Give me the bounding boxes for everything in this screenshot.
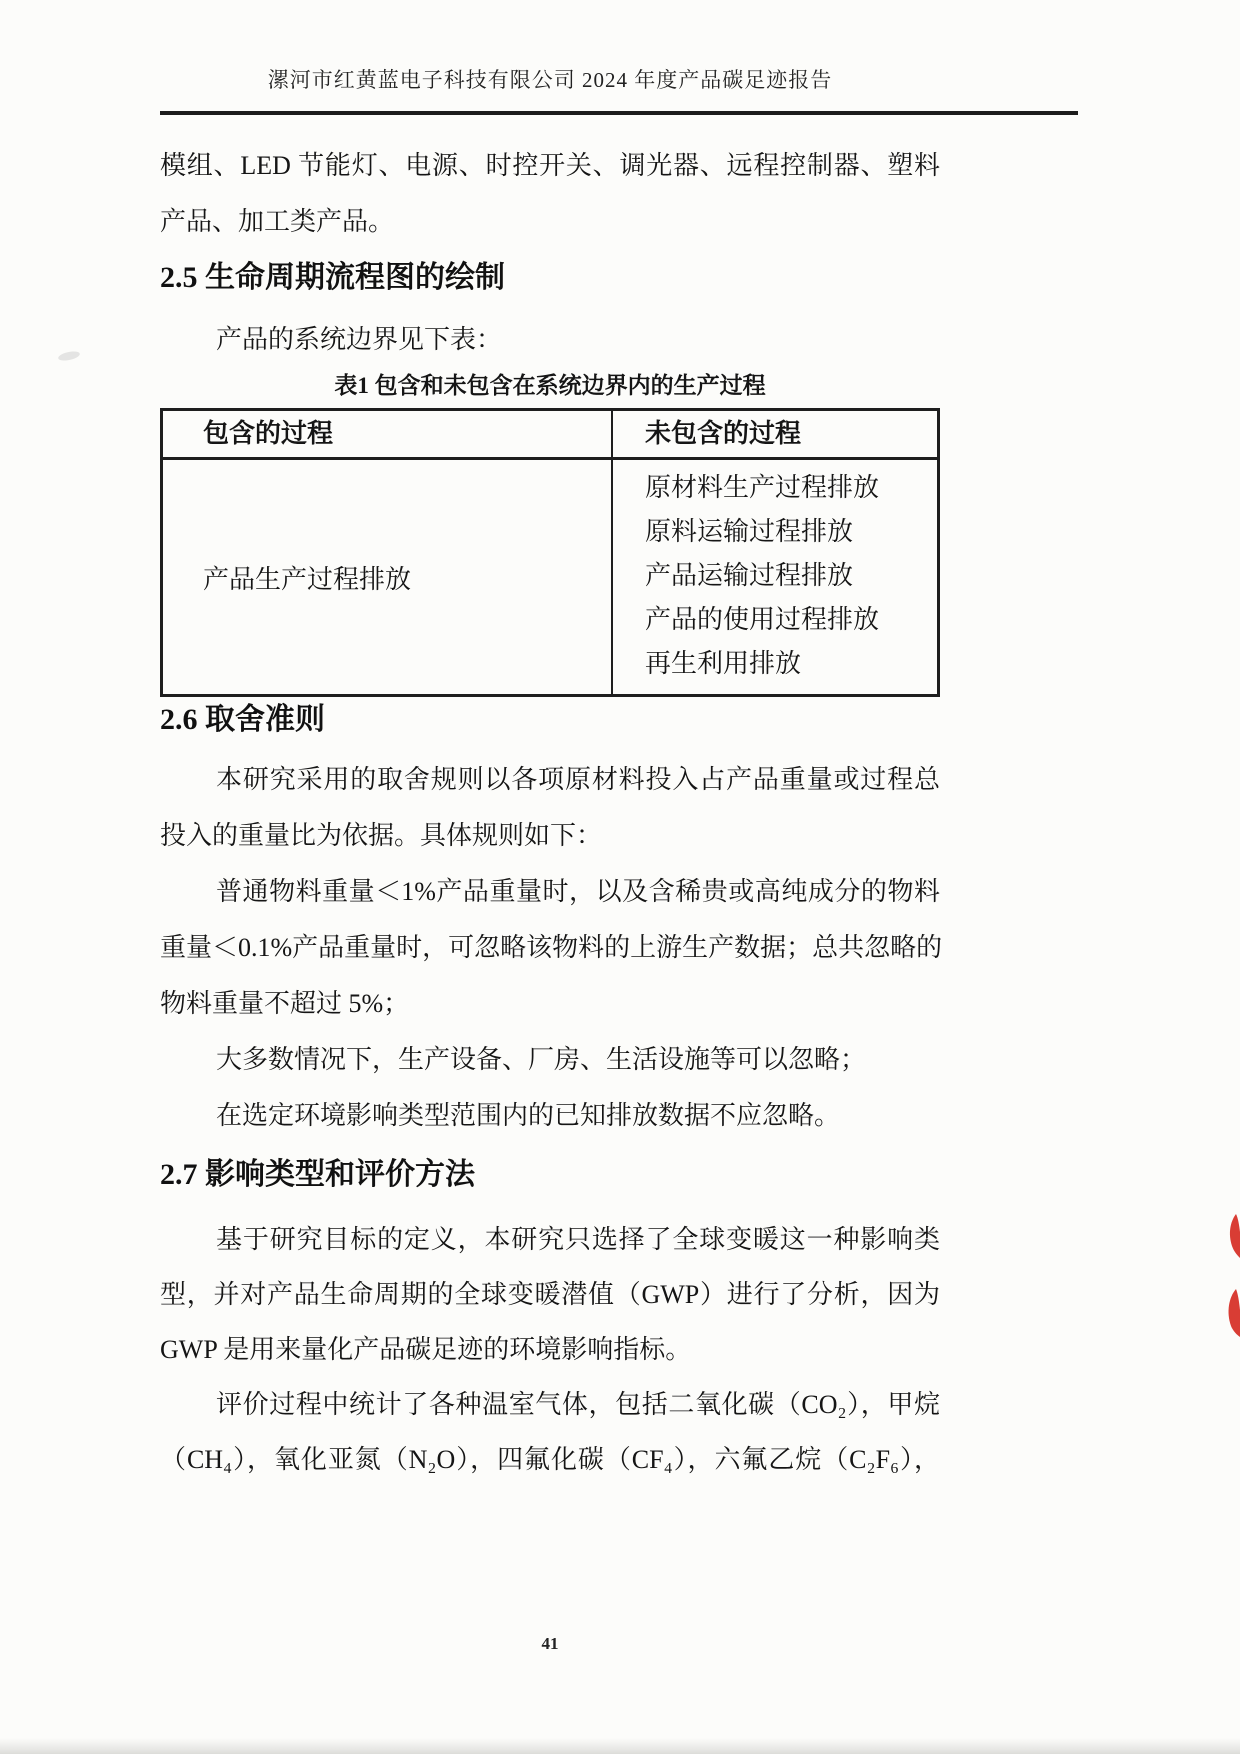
table-header-row bbox=[163, 411, 937, 460]
header-rule bbox=[160, 111, 1078, 115]
body-line: 本研究采用的取舍规则以各项原材料投入占产品重量或过程总 bbox=[216, 765, 940, 794]
body-line: 投入的重量比为依据。具体规则如下： bbox=[160, 821, 603, 850]
body-line: 物料重量不超过 5%； bbox=[160, 989, 410, 1018]
scan-bottom-edge bbox=[0, 1738, 1240, 1754]
body-line: 在选定环境影响类型范围内的已知排放数据不应忽略。 bbox=[216, 1101, 841, 1130]
excluded-process-item: 产品运输过程排放 bbox=[645, 561, 854, 590]
table-header-included: 包含的过程 bbox=[163, 411, 613, 457]
table-header-excluded: 未包含的过程 bbox=[645, 419, 802, 448]
red-ink-mark-icon bbox=[1224, 1288, 1240, 1338]
body-line: 产品的系统边界见下表： bbox=[216, 325, 503, 354]
system-boundary-intro bbox=[160, 318, 940, 362]
table-row bbox=[163, 460, 937, 694]
table-cell-included-process: 产品生产过程排放 bbox=[163, 460, 613, 694]
intro-paragraph bbox=[160, 138, 940, 250]
excluded-process-item: 原料运输过程排放 bbox=[645, 517, 854, 546]
excluded-process-item: 再生利用排放 bbox=[645, 649, 802, 678]
section-2-6-heading: 2.6 取舍准则 bbox=[160, 703, 325, 736]
page-number: 41 bbox=[541, 1634, 559, 1653]
scan-smudge bbox=[57, 350, 80, 362]
excluded-process-item: 产品的使用过程排放 bbox=[645, 605, 880, 634]
body-line: 评价过程中统计了各种温室气体，包括二氧化碳（CO₂），甲烷 bbox=[216, 1390, 940, 1419]
body-line: 普通物料重量＜1%产品重量时，以及含稀贵或高纯成分的物料 bbox=[216, 877, 940, 906]
body-line: GWP 是用来量化产品碳足迹的环境影响指标。 bbox=[160, 1335, 692, 1364]
body-line: 重量＜0.1%产品重量时，可忽略该物料的上游生产数据；总共忽略的 bbox=[160, 933, 943, 962]
system-boundary-table bbox=[160, 408, 940, 697]
excluded-process-item: 原材料生产过程排放 bbox=[645, 473, 880, 502]
body-line: 基于研究目标的定义，本研究只选择了全球变暖这一种影响类 bbox=[216, 1225, 940, 1254]
body-line: 型，并对产品生命周期的全球变暖潜值（GWP）进行了分析，因为 bbox=[160, 1280, 940, 1309]
body-line: 产品、加工类产品。 bbox=[160, 207, 395, 236]
page-header-title: 漯河市红黄蓝电子科技有限公司 2024 年度产品碳足迹报告 bbox=[267, 68, 833, 92]
table-caption: 表1 包含和未包含在系统边界内的生产过程 bbox=[334, 373, 766, 398]
body-line: 模组、LED 节能灯、电源、时控开关、调光器、远程控制器、塑料 bbox=[160, 151, 940, 180]
table-cell-excluded-processes bbox=[613, 460, 937, 694]
section-2-6-body bbox=[160, 752, 943, 1144]
section-2-7-heading: 2.7 影响类型和评价方法 bbox=[160, 1158, 475, 1191]
section-2-5-heading: 2.5 生命周期流程图的绘制 bbox=[160, 261, 505, 294]
red-ink-mark-icon bbox=[1226, 1212, 1240, 1260]
body-line: 大多数情况下，生产设备、厂房、生活设施等可以忽略； bbox=[216, 1045, 867, 1074]
section-2-7-body bbox=[160, 1212, 940, 1487]
body-line: （CH₄），氧化亚氮（N₂O），四氟化碳（CF₄），六氟乙烷（C₂F₆）， bbox=[160, 1445, 940, 1474]
